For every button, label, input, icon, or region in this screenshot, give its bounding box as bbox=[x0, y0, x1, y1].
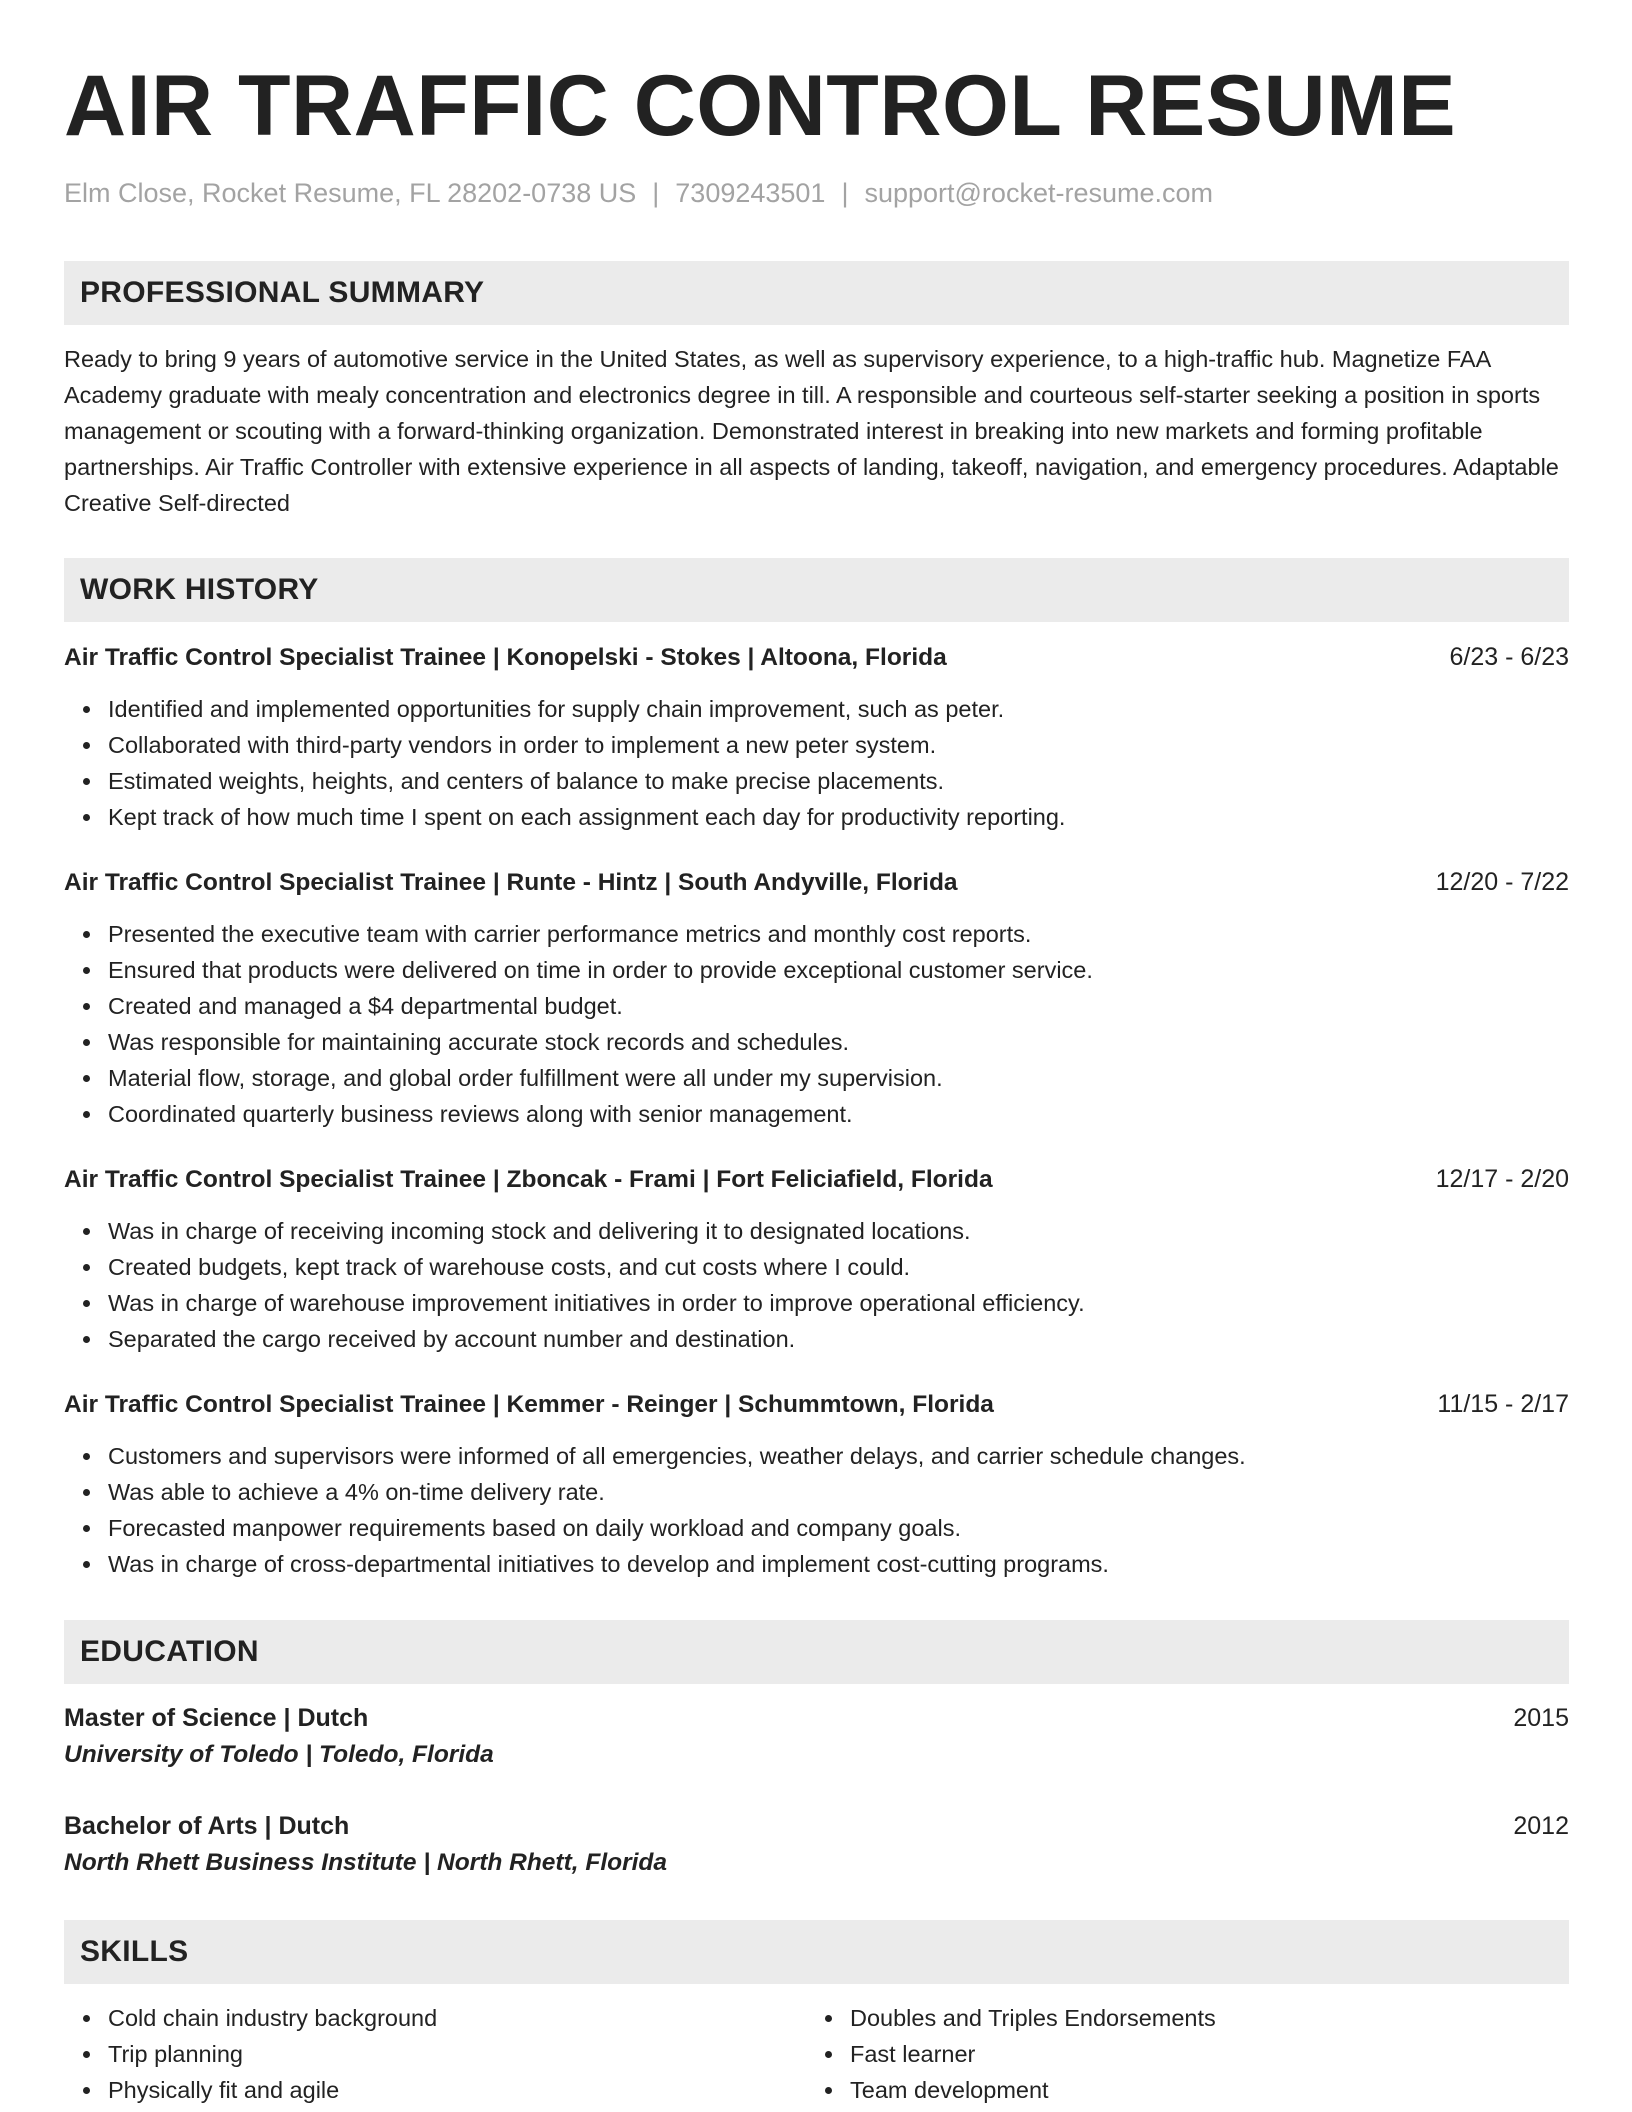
job-title: Air Traffic Control Specialist Trainee | Konopelski - Stokes | Altoona, Florida bbox=[64, 644, 947, 671]
summary-heading: PROFESSIONAL SUMMARY bbox=[64, 261, 1569, 325]
education-entry bbox=[64, 1808, 1569, 1882]
skill-item: Doubles and Triples Endorsements bbox=[850, 2000, 1569, 2036]
contact-separator: | bbox=[841, 178, 849, 208]
job-bullet: Forecasted manpower requirements based on daily workload and company goals. bbox=[108, 1510, 1569, 1546]
job-bullet: Created and managed a $4 departmental budget. bbox=[108, 988, 1569, 1024]
skill-item: Physically fit and agile bbox=[108, 2072, 806, 2108]
skill-item: Fast learner bbox=[850, 2036, 1569, 2072]
degree: Master of Science | Dutch bbox=[64, 1704, 369, 1732]
job-bullets bbox=[64, 1438, 1569, 1582]
contact-separator: | bbox=[652, 178, 660, 208]
job-bullet: Collaborated with third-party vendors in order to implement a new peter system. bbox=[108, 727, 1569, 763]
skill-item: Team development bbox=[850, 2072, 1569, 2108]
job-dates: 12/17 - 2/20 bbox=[1435, 1165, 1569, 1193]
summary-text: Ready to bring 9 years of automotive service in the United States, as well as supervisory experience, to a high-traffic hub. Magnetize FAA Academy graduate with mealy concentration and electronics degree in till. A responsible and courteous self-starter seeking a position in sports management or scouting with a forward-thinking organization. Demonstrated interest in breaking into new markets and forming profitable partnerships. Air Traffic Controller with extensive experience in all aspects of landing, takeoff, navigation, and emergency procedures. Adaptable Creative Self-directed bbox=[64, 346, 1559, 516]
job-bullet: Was in charge of receiving incoming stock and delivering it to designated locations. bbox=[108, 1213, 1569, 1249]
graduation-year: 2012 bbox=[1513, 1812, 1569, 1840]
skill-item: Cold chain industry background bbox=[108, 2000, 806, 2036]
skills-column-right bbox=[806, 2000, 1569, 2108]
job-bullets bbox=[64, 916, 1569, 1132]
graduation-year: 2015 bbox=[1513, 1704, 1569, 1732]
contact-line bbox=[64, 176, 1569, 210]
job-bullet: Was in charge of warehouse improvement initiatives in order to improve operational efficiency. bbox=[108, 1285, 1569, 1321]
skills-list bbox=[64, 2000, 806, 2108]
job-title: Air Traffic Control Specialist Trainee | Runte - Hintz | South Andyville, Florida bbox=[64, 869, 958, 896]
job-bullet: Identified and implemented opportunities for supply chain improvement, such as peter. bbox=[108, 691, 1569, 727]
job-entry bbox=[64, 1162, 1569, 1357]
skills-column-left bbox=[64, 2000, 806, 2108]
resume-title: AIR TRAFFIC CONTROL RESUME bbox=[64, 58, 1457, 154]
job-bullet: Coordinated quarterly business reviews along with senior management. bbox=[108, 1096, 1569, 1132]
job-bullet: Separated the cargo received by account number and destination. bbox=[108, 1321, 1569, 1357]
job-dates: 12/20 - 7/22 bbox=[1435, 868, 1569, 896]
job-bullet: Was able to achieve a 4% on-time delivery rate. bbox=[108, 1474, 1569, 1510]
degree: Bachelor of Arts | Dutch bbox=[64, 1812, 350, 1840]
school: North Rhett Business Institute | North Rhett, Florida bbox=[64, 1849, 668, 1876]
contact-email[interactable]: support@rocket-resume.com bbox=[864, 178, 1213, 208]
job-bullet: Material flow, storage, and global order fulfillment were all under my supervision. bbox=[108, 1060, 1569, 1096]
job-bullet: Created budgets, kept track of warehouse costs, and cut costs where I could. bbox=[108, 1249, 1569, 1285]
job-bullet: Customers and supervisors were informed of all emergencies, weather delays, and carrier schedule changes. bbox=[108, 1438, 1569, 1474]
job-entry bbox=[64, 865, 1569, 1132]
job-bullet: Kept track of how much time I spent on each assignment each day for productivity reporting. bbox=[108, 799, 1569, 835]
job-bullet: Was in charge of cross-departmental initiatives to develop and implement cost-cutting programs. bbox=[108, 1546, 1569, 1582]
contact-phone: 7309243501 bbox=[675, 178, 826, 208]
skills-heading: SKILLS bbox=[64, 1920, 1569, 1984]
job-bullet: Presented the executive team with carrier performance metrics and monthly cost reports. bbox=[108, 916, 1569, 952]
contact-address: Elm Close, Rocket Resume, FL 28202-0738 US bbox=[64, 178, 637, 208]
job-dates: 6/23 - 6/23 bbox=[1449, 643, 1569, 671]
job-title: Air Traffic Control Specialist Trainee | Zboncak - Frami | Fort Feliciafield, Florida bbox=[64, 1166, 993, 1193]
job-bullets bbox=[64, 691, 1569, 835]
work-history-heading: WORK HISTORY bbox=[64, 558, 1569, 622]
job-bullet: Estimated weights, heights, and centers of balance to make precise placements. bbox=[108, 763, 1569, 799]
job-bullet: Was responsible for maintaining accurate stock records and schedules. bbox=[108, 1024, 1569, 1060]
job-entry bbox=[64, 1387, 1569, 1582]
school: University of Toledo | Toledo, Florida bbox=[64, 1741, 494, 1768]
job-title: Air Traffic Control Specialist Trainee | Kemmer - Reinger | Schummtown, Florida bbox=[64, 1391, 994, 1418]
job-bullets bbox=[64, 1213, 1569, 1357]
job-bullet: Ensured that products were delivered on time in order to provide exceptional customer service. bbox=[108, 952, 1569, 988]
education-entry bbox=[64, 1700, 1569, 1774]
skill-item: Trip planning bbox=[108, 2036, 806, 2072]
skills-list bbox=[806, 2000, 1569, 2108]
skills-grid bbox=[64, 2000, 1569, 2108]
job-entry bbox=[64, 640, 1569, 835]
education-heading: EDUCATION bbox=[64, 1620, 1569, 1684]
job-dates: 11/15 - 2/17 bbox=[1437, 1390, 1569, 1418]
